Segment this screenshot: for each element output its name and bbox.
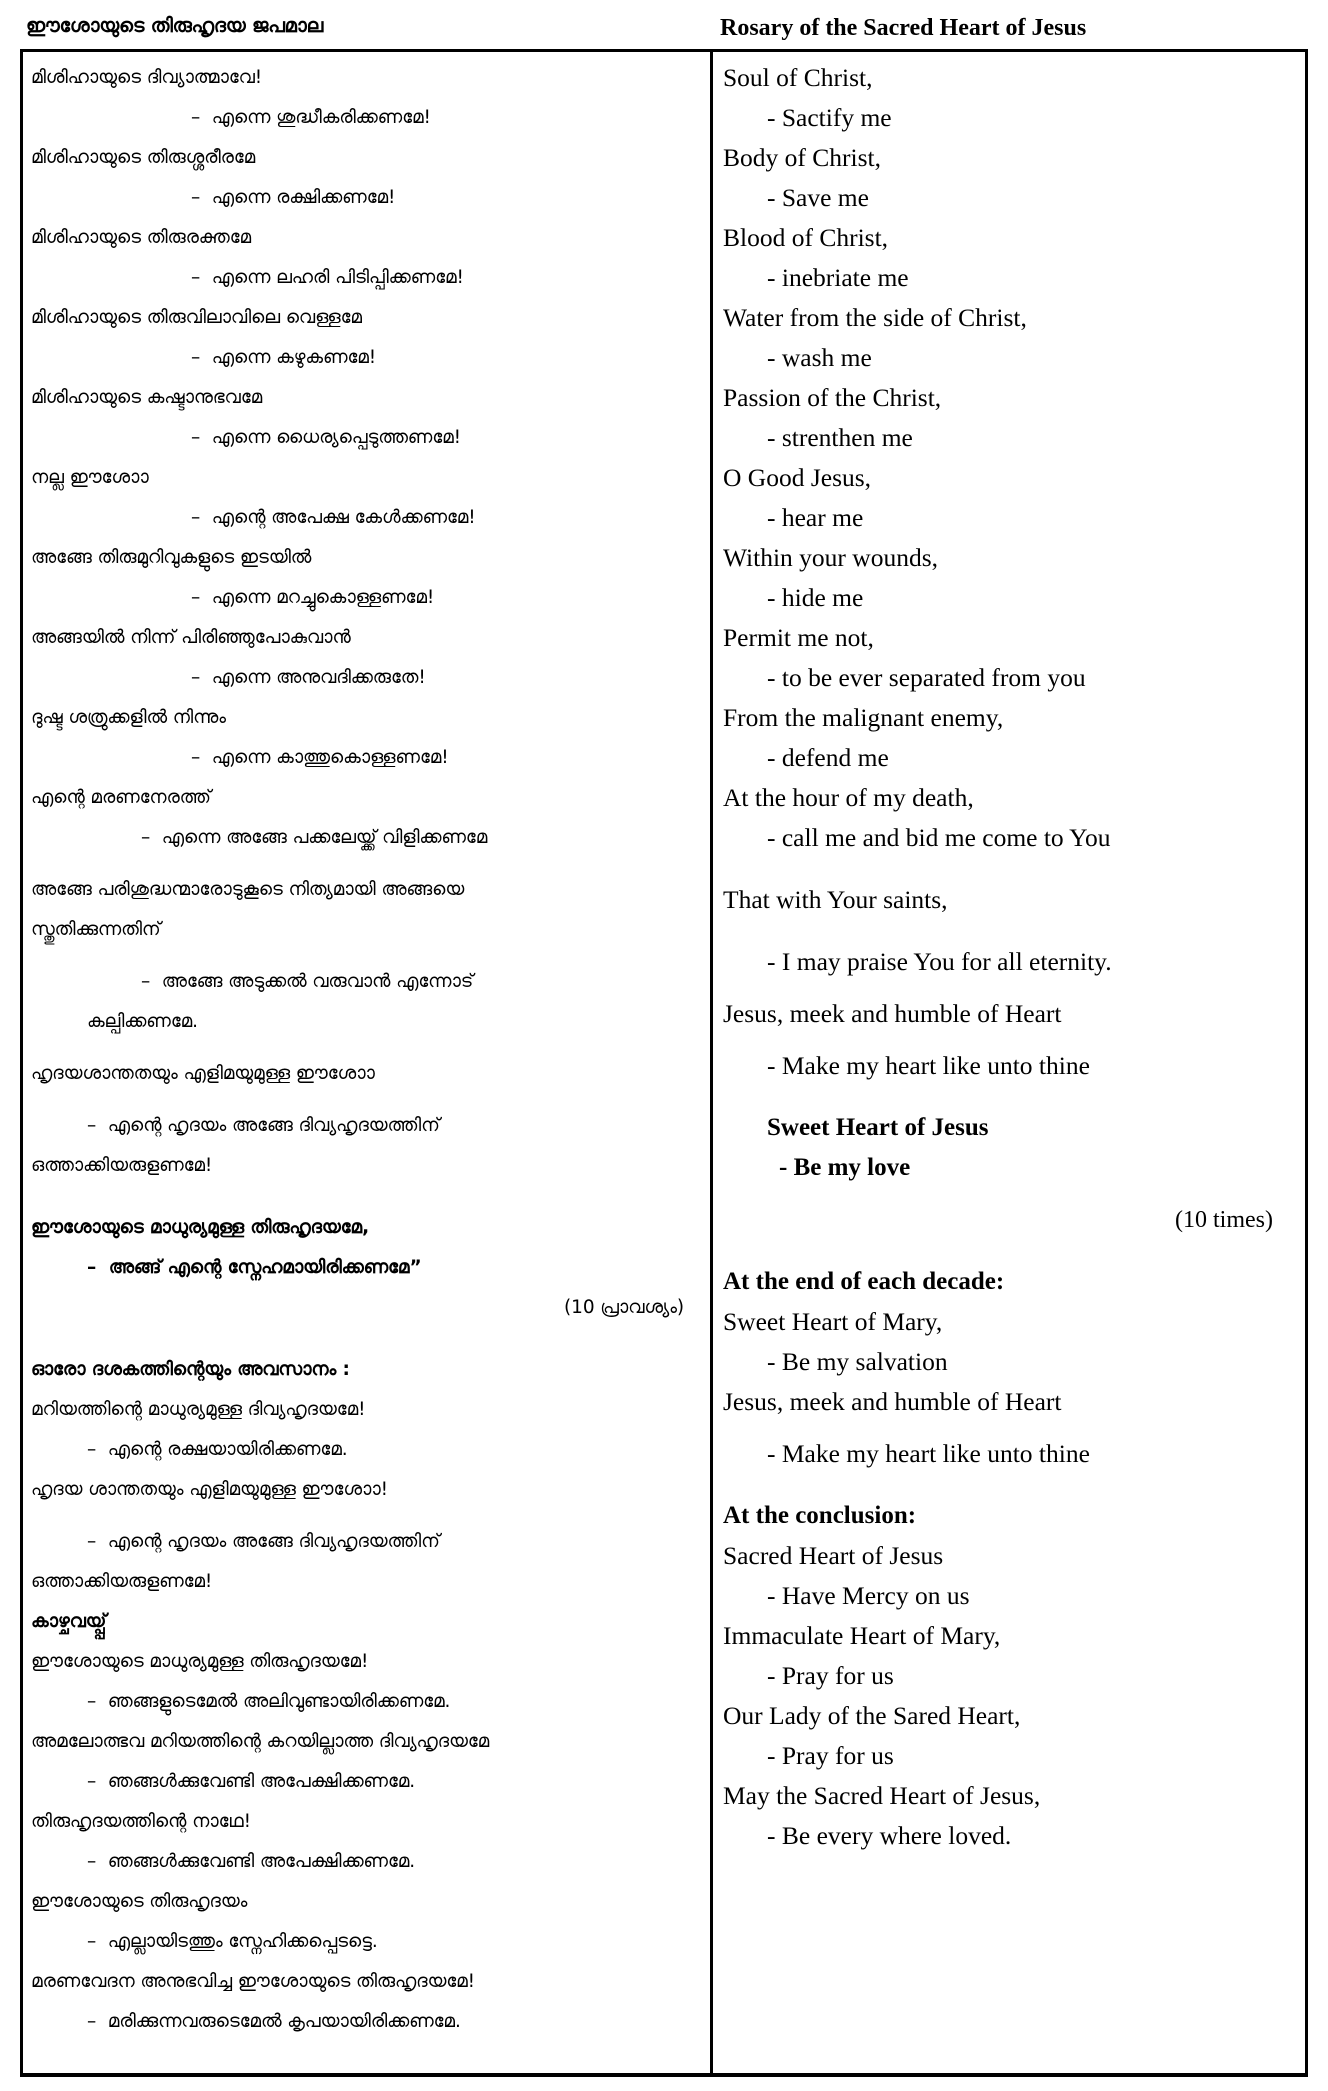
- malayalam-prayer-line: തിരുഹൃദയത്തിന്റെ നാഥേ!: [31, 1810, 251, 1832]
- spacer: [31, 1094, 702, 1106]
- malayalam-prayer-line: അങ്ങയിൽ നിന്ന് പിരിഞ്ഞുപോകുവാൻ: [31, 626, 351, 648]
- spacer: [31, 1510, 702, 1522]
- english-prayer-line: From the malignant enemy,: [723, 702, 1004, 732]
- spacer: [723, 1240, 1299, 1262]
- bilingual-prayer-table: [20, 49, 1308, 2077]
- english-prayer-line: At the end of each decade:: [723, 1267, 1005, 1295]
- malayalam-prayer-line: സ്തുതിക്കുന്നതിന്: [31, 918, 161, 940]
- english-prayer-line: Blood of Christ,: [723, 222, 889, 252]
- malayalam-prayer-line: ഹൃദയശാന്തതയും എളിമയുമുള്ള ഈശോാ: [31, 1062, 375, 1084]
- english-prayer-line: - Be my salvation: [767, 1346, 948, 1376]
- spacer: [723, 1474, 1299, 1496]
- english-prayer-line: At the conclusion:: [723, 1501, 917, 1529]
- malayalam-prayer-line: അങ്ങേ പരിശുദ്ധന്മാരോടുകൂടെ നിത്യമായി അങ്ങയെ: [31, 878, 465, 900]
- malayalam-prayer-line: – ഞങ്ങൾക്കുവേണ്ടി അപേക്ഷിക്കണമേ.: [87, 1850, 416, 1872]
- spacer: [31, 1042, 702, 1054]
- malayalam-prayer-line: ഈശോയുടെ മാധുര്യമുള്ള തിരുഹൃദയമേ,: [31, 1216, 369, 1238]
- malayalam-prayer-line: – എന്നെ രക്ഷിക്കണമേ!: [191, 186, 396, 208]
- english-prayer-column: [713, 52, 1305, 2073]
- malayalam-prayer-line: എന്റെ മരണനേരത്ത്: [31, 786, 211, 808]
- spacer: [723, 920, 1299, 942]
- spacer: [31, 950, 702, 962]
- malayalam-prayer-line: മിശിഹായുടെ തിരുശ്ശരീരമേ: [31, 146, 256, 168]
- malayalam-prayer-line: (10 പ്രാവശ്യം): [564, 1296, 684, 1318]
- english-prayer-line: Sweet Heart of Mary,: [723, 1306, 943, 1336]
- page-title-malayalam: ഈശോയുടെ തിരുഹൃദയ ജപമാല: [26, 14, 324, 37]
- spacer: [723, 858, 1299, 880]
- english-prayer-line: - Make my heart like unto thine: [767, 1050, 1090, 1080]
- spacer: [723, 1422, 1299, 1434]
- malayalam-prayer-line: കല്പിക്കണമേ.: [87, 1010, 198, 1032]
- english-prayer-line: Immaculate Heart of Mary,: [723, 1620, 1001, 1650]
- english-prayer-line: - Sactify me: [767, 102, 892, 132]
- english-prayer-line: - Pray for us: [767, 1740, 894, 1770]
- malayalam-prayer-line: – എന്റെ അപേക്ഷ കേൾക്കണമേ!: [191, 506, 476, 528]
- spacer: [723, 1034, 1299, 1046]
- malayalam-prayer-line: മിശിഹായുടെ കഷ്ടാനുഭവമേ: [31, 386, 263, 408]
- english-prayer-line: - hide me: [767, 582, 864, 612]
- malayalam-prayer-line: – ഞങ്ങൾക്കുവേണ്ടി അപേക്ഷിക്കണമേ.: [87, 1770, 416, 1792]
- document-title-row: [20, 0, 1308, 49]
- english-prayer-line: - Have Mercy on us: [767, 1580, 970, 1610]
- malayalam-prayer-line: – എന്നെ അങ്ങേ പക്കലേയ്ക്ക് വിളിക്കണമേ: [141, 826, 488, 848]
- malayalam-prayer-line: – മരിക്കുന്നവരുടെമേൽ കൃപയായിരിക്കണമേ.: [87, 2010, 461, 2032]
- malayalam-prayer-line: ദുഷ്ട ശത്രുക്കളിൽ നിന്നും: [31, 706, 226, 728]
- english-prayer-line: - strenthen me: [767, 422, 913, 452]
- english-prayer-line: Our Lady of the Sared Heart,: [723, 1700, 1021, 1730]
- spacer: [31, 1328, 702, 1350]
- malayalam-prayer-line: – എന്നെ മറച്ചുകൊള്ളണമേ!: [191, 586, 435, 608]
- english-prayer-line: - Be every where loved.: [767, 1820, 1012, 1850]
- malayalam-prayer-line: – എന്നെ ശുദ്ധീകരിക്കണമേ!: [191, 106, 431, 128]
- malayalam-prayer-line: ഒത്താക്കിയരുളണമേ!: [31, 1154, 213, 1176]
- english-prayer-line: - Pray for us: [767, 1660, 894, 1690]
- malayalam-prayer-line: മിശിഹായുടെ തിരുരക്തമേ: [31, 226, 252, 248]
- malayalam-prayer-line: – എന്നെ അനുവദിക്കരുതേ!: [191, 666, 426, 688]
- malayalam-prayer-column: [23, 52, 713, 2073]
- spacer: [31, 1186, 702, 1208]
- english-prayer-line: Sacred Heart of Jesus: [723, 1540, 944, 1570]
- english-prayer-line: - Make my heart like unto thine: [767, 1438, 1090, 1468]
- english-prayer-line: Body of Christ,: [723, 142, 881, 172]
- malayalam-prayer-line: നല്ല ഈശോാ: [31, 466, 149, 488]
- page-title-english: Rosary of the Sacred Heart of Jesus: [720, 15, 1087, 41]
- malayalam-prayer-line: മരണവേദന അനുഭവിച്ച ഈശോയുടെ തിരുഹൃദയമേ!: [31, 1970, 475, 1992]
- malayalam-prayer-line: ഒത്താക്കിയരുളണമേ!: [31, 1570, 213, 1592]
- spacer: [723, 982, 1299, 994]
- english-prayer-line: - Save me: [767, 182, 869, 212]
- malayalam-prayer-line: – എന്നെ ധൈര്യപ്പെടുത്തണമേ!: [191, 426, 461, 448]
- english-prayer-line: Jesus, meek and humble of Heart: [723, 998, 1062, 1028]
- malayalam-prayer-line: – അങ്ങ് എന്റെ സ്നേഹമായിരിക്കണമേ”: [87, 1256, 422, 1278]
- english-prayer-line: At the hour of my death,: [723, 782, 974, 812]
- english-prayer-line: - inebriate me: [767, 262, 909, 292]
- malayalam-prayer-line: ഹൃദയ ശാന്തതയും എളിമയുമുള്ള ഈശോാ!: [31, 1478, 388, 1500]
- malayalam-prayer-line: – എന്നെ കഴുകണമേ!: [191, 346, 377, 368]
- english-prayer-line: Passion of the Christ,: [723, 382, 942, 412]
- english-prayer-line: - defend me: [767, 742, 889, 772]
- english-prayer-line: O Good Jesus,: [723, 462, 872, 492]
- english-prayer-line: - to be ever separated from you: [767, 662, 1086, 692]
- malayalam-prayer-line: മറിയത്തിന്റെ മാധുര്യമുള്ള ദിവ്യഹൃദയമേ!: [31, 1398, 366, 1420]
- english-prayer-line: Within your wounds,: [723, 542, 939, 572]
- spacer: [31, 858, 702, 870]
- malayalam-prayer-line: – എന്റെ ഹൃദയം അങ്ങേ ദിവ്യഹൃദയത്തിന്: [87, 1530, 440, 1552]
- malayalam-prayer-line: – എന്റെ ഹൃദയം അങ്ങേ ദിവ്യഹൃദയത്തിന്: [87, 1114, 440, 1136]
- english-prayer-line: (10 times): [1175, 1206, 1273, 1233]
- english-prayer-line: - Be my love: [779, 1153, 911, 1181]
- malayalam-prayer-line: – ഞങ്ങളുടെമേൽ അലിവുണ്ടായിരിക്കണമേ.: [87, 1690, 451, 1712]
- malayalam-prayer-line: ഈശോയുടെ തിരുഹൃദയം: [31, 1890, 248, 1912]
- english-prayer-line: May the Sacred Heart of Jesus,: [723, 1780, 1041, 1810]
- malayalam-prayer-line: – എന്നെ കാത്തുകൊള്ളണമേ!: [191, 746, 449, 768]
- malayalam-prayer-line: അങ്ങേ തിരുമുറിവുകളുടെ ഇടയിൽ: [31, 546, 312, 568]
- english-prayer-line: Permit me not,: [723, 622, 874, 652]
- malayalam-prayer-line: – എന്നെ ലഹരി പിടിപ്പിക്കണമേ!: [191, 266, 464, 288]
- malayalam-prayer-line: അമലോത്ഭവ മറിയത്തിന്റെ കറയില്ലാത്ത ദിവ്യഹൃദയമേ: [31, 1730, 490, 1752]
- spacer: [723, 1188, 1299, 1200]
- english-prayer-line: That with Your saints,: [723, 884, 948, 914]
- english-prayer-line: Jesus, meek and humble of Heart: [723, 1386, 1062, 1416]
- english-prayer-line: - wash me: [767, 342, 872, 372]
- english-prayer-line: Sweet Heart of Jesus: [767, 1113, 989, 1141]
- malayalam-prayer-line: ഈശോയുടെ മാധുര്യമുള്ള തിരുഹൃദയമേ!: [31, 1650, 369, 1672]
- english-prayer-line: - call me and bid me come to You: [767, 822, 1111, 852]
- malayalam-prayer-line: ഓരോ ദശകത്തിന്റെയും അവസാനം :: [31, 1358, 350, 1380]
- malayalam-prayer-line: – എല്ലായിടത്തും സ്നേഹിക്കപ്പെടട്ടെ.: [87, 1930, 378, 1952]
- malayalam-prayer-line: മിശിഹായുടെ തിരുവിലാവിലെ വെള്ളമേ: [31, 306, 362, 328]
- english-prayer-line: Water from the side of Christ,: [723, 302, 1027, 332]
- english-prayer-line: - hear me: [767, 502, 864, 532]
- spacer: [723, 1086, 1299, 1108]
- malayalam-prayer-line: കാഴ്ചവയ്പ്പ്: [31, 1610, 107, 1632]
- malayalam-prayer-line: – എന്റെ രക്ഷയായിരിക്കണമേ.: [87, 1438, 348, 1460]
- english-prayer-line: Soul of Christ,: [723, 62, 873, 92]
- malayalam-prayer-line: മിശിഹായുടെ ദിവ്യാത്മാവേ!: [31, 66, 263, 88]
- malayalam-prayer-line: – അങ്ങേ അടുക്കൽ വരുവാൻ എന്നോട്: [141, 970, 474, 992]
- english-prayer-line: - I may praise You for all eternity.: [767, 946, 1112, 976]
